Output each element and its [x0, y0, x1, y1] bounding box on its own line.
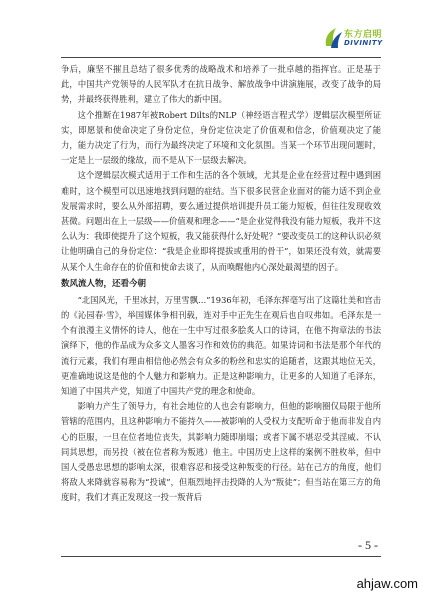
page-number: - 5 - [358, 538, 378, 552]
paragraph: 争后，廉坚不摧且总结了很多优秀的战略战术和培养了一批卓越的指挥官。正是基于此，中国共产党领导的人民军队才在抗日战争、解放战争中讲演施展，改变了战争的局势，并最终获得胜利，建立了伟大的新中国。 [61, 64, 381, 105]
footer-divider [61, 556, 381, 557]
site-watermark: ahjaw.com [356, 576, 418, 591]
paragraph: “北国风光，千里冰封，万里雪飘…”1936年初，毛泽东挥毫写出了这篇壮美和宫击的《沁园春·雪》，举国媒体争相刊载，连对手中正先生在观后也自叹弗如。毛泽东是一个有浪漫主义情怀的诗人，他在一生中写过很多脍炙人口的诗词，在他不拘章法的书法演绎下，他的作品成为众多文人墨客习作和效仿的典范。如果诗词和书法是那个年代的流行元素，我们有理由相信他必然会有众多的粉丝和忠实的追随者，这跟其地位无关，更准确地说这是他的个人魅力和影响力。正是这种影响力，让更多的人知道了毛泽东，知道了中国共产党，知道了中国共产党的理念和使命。 [61, 294, 381, 397]
document-body [61, 62, 381, 506]
logo-english-text: DIVINITY [344, 39, 383, 47]
header-divider [61, 57, 381, 58]
company-logo [322, 24, 386, 54]
logo-chinese-text: 东方启明 [344, 30, 383, 40]
paragraph: 这个推断在1987年被Robert Dilts的NLP（神经语言程式学）逻辑层次模型所证实，即愿景和使命决定了身份定位，身份定位决定了价值观和信念，价值观决定了能力，能力决定了行为，而行为最终决定了环境和文化氛围。当某一个环节出现问题时，一定是上一层级的缘故，而不是从下一层级去解决。 [61, 109, 381, 166]
paragraph: 影响力产生了领导力，有社会地位的人也会有影响力，但他的影响圈仅局限于他所管辖的范围内，且这种影响力不能持久——被影响的人受权力支配听命于他而非发自内心的臣服，一旦在位者地位丧失，其影响力随即崩塌；或者下属不堪忍受其淫威、不认同其思想，而另投（被在位者称为叛逃）他主。中国历史上这样的案例不胜枚举，但中国人受愚忠思想的影响太深，很难容忍和接受这种叛变的行径。站在己方的角度，他们将敌人来降就容易称为“投诚”，但瓶烈地抨击投降的人为“叛徒”；但当站在第三方的角度时，我们才真正发现这一投一叛背后 [61, 401, 381, 503]
section-heading: 数风流人物，还看今朝 [61, 278, 147, 289]
paragraph: 这个逻辑层次模式适用于工作和生活的各个领域，尤其是企业在经营过程中遇到困难时，这个模型可以迅速地找到问题的症结。当下很多民营企业面对的能力适不到企业发展需求时，要么从外部招聘，要么通过提供培训提升员工能力短板，但往往发现收效甚微。问题出在上一层级——价值观和理念——“是企业觉得我没有能力短板，我并不这么认为：我即使提升了这个短板，我又能获得什么好处呢？”要改变员工的这种认识必须让他明确自己的身份定位：“我是企业即将提拔或重用的骨干”，如果还没有效，就需要从某个人生命存在的价值和使命去谈了，从而唤醒他内心深处最渴望的因子。 [61, 170, 381, 272]
logo-emblem-icon [322, 26, 344, 50]
